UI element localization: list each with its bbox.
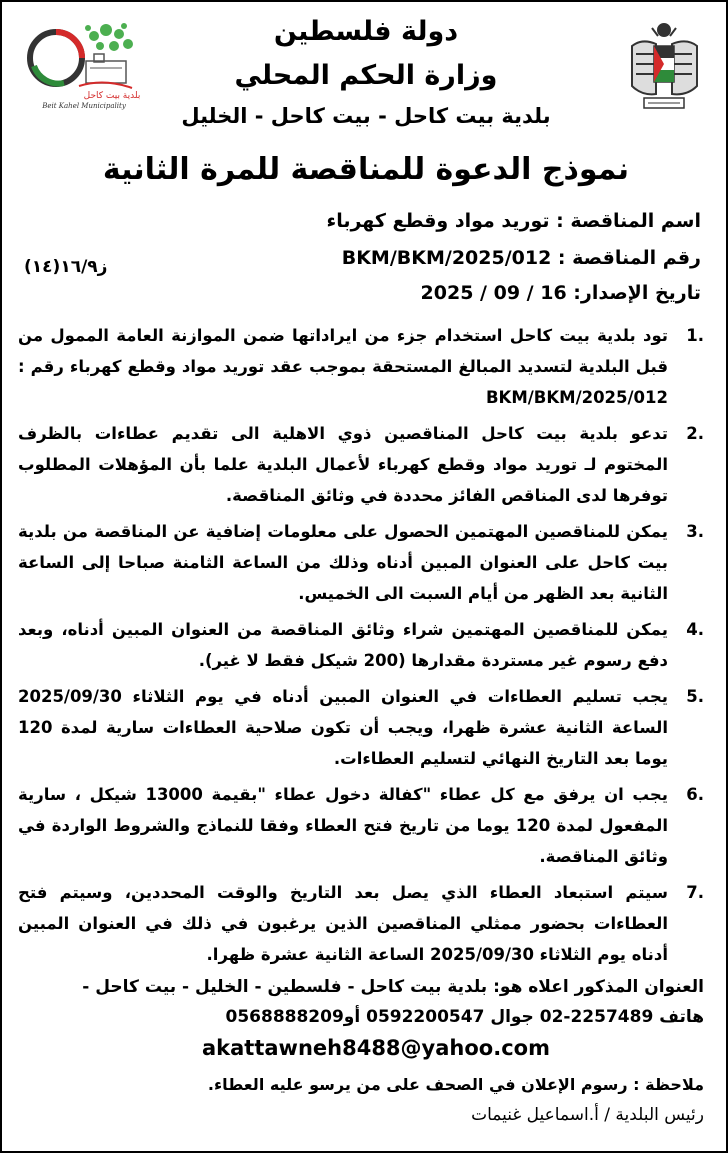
item-number: 1. (686, 326, 704, 345)
page-title: نموذج الدعوة للمناقصة للمرة الثانية (102, 152, 630, 187)
ad-fee-note: ملاحظة : رسوم الإعلان في الصحف على من يرسو عليه العطاء. (207, 1075, 704, 1094)
item-number: 4. (686, 620, 704, 639)
municipality-logo (24, 16, 144, 111)
item-number: 7. (686, 883, 704, 902)
signature: رئيس البلدية / أ.اسماعيل غنيمات (471, 1105, 704, 1125)
tender-number: رقم المناقصة : BKM/BKM/2025/012 (341, 247, 701, 269)
item-text: سيتم استبعاد العطاء الذي يصل بعد التاريخ والوقت المحددين، وسيتم فتح العطاءات بحضور ممثلي المناقصين الذين يرغبون في ذلك في العنوان المبين أدناه يوم الثلاثاء 2025/09/30 الساعة الثانية عشرة ظهرا. (18, 883, 668, 964)
ministry-name: وزارة الحكم المحلي (234, 60, 498, 91)
address-line: العنوان المذكور اعلاه هو: بلدية بيت كاحل - فلسطين - الخليل - بيت كاحل - (82, 977, 704, 997)
item-number: 5. (686, 687, 704, 706)
list-item (18, 779, 704, 872)
item-number: 6. (686, 785, 704, 804)
list-item (18, 681, 704, 774)
reference-code: ز١٦/٩(١٤) (24, 257, 108, 277)
item-text: يمكن للمناقصين المهتمين شراء وثائق المناقصة من العنوان المبين أدناه، وبعد دفع رسوم غير مستردة مقدارها (200 شيكل فقط لا غير). (18, 620, 668, 670)
list-item (18, 877, 704, 970)
list-item (18, 320, 704, 413)
item-text: يجب تسليم العطاءات في العنوان المبين أدناه في يوم الثلاثاء 2025/09/30 الساعة الثانية عشرة ظهرا، ويجب أن تكون صلاحية العطاءات سارية لمدة 120 يوما بعد التاريخ النهائي لتسليم العطاءات. (18, 687, 668, 768)
list-item (18, 516, 704, 609)
tender-name: اسم المناقصة : توريد مواد وقطع كهرباء (326, 210, 701, 232)
phone-line: هاتف 2257489-02 جوال 0592200547 أو0568888209 (225, 1007, 704, 1027)
list-item (18, 614, 704, 676)
item-text: يمكن للمناقصين المهتمين الحصول على معلومات إضافية عن المناقصة من بلدية بيت كاحل على العنوان المبين أدناه وذلك من الساعة الثامنة صباحا إلى الساعة الثانية بعد الظهر من أيام السبت الى الخميس. (18, 522, 668, 603)
item-text: تدعو بلدية بيت كاحل المناقصين ذوي الاهلية الى تقديم عطاءات بالظرف المختوم لـ توريد مواد وقطع كهرباء لأعمال البلدية علما بأن المؤهلات المطلوب توفرها لدى المناقص الفائز محددة في وثائق المناقصة. (18, 424, 668, 505)
email-address: akattawneh8488@yahoo.com (202, 1036, 550, 1060)
tender-items-list (18, 320, 704, 975)
item-text: تود بلدية بيت كاحل استخدام جزء من ايراداتها ضمن الموازنة العامة الممول من قبل البلدية لتسديد المبالغ المستحقة بموجب عقد توريد مواد وقطع كهرباء رقم : BKM/BKM/2025/012 (18, 326, 668, 407)
item-number: 3. (686, 522, 704, 541)
state-name: دولة فلسطين (273, 16, 459, 47)
list-item (18, 418, 704, 511)
item-number: 2. (686, 424, 704, 443)
issue-date: تاريخ الإصدار: 16 / 09 / 2025 (420, 282, 701, 304)
logo-text-ar: بلدية بيت كاحل (83, 91, 141, 101)
logo-text-en: Beit Kahel Municipality (42, 102, 126, 110)
municipality-name: بلدية بيت كاحل - بيت كاحل - الخليل (181, 104, 551, 128)
eagle-emblem-icon (622, 16, 707, 116)
item-text: يجب ان يرفق مع كل عطاء "كفالة دخول عطاء "بقيمة 13000 شيكل ، سارية المفعول لمدة 120 يوما من تاريخ فتح العطاء وفقا للنماذج والشروط الواردة في وثائق المناقصة. (18, 785, 668, 866)
